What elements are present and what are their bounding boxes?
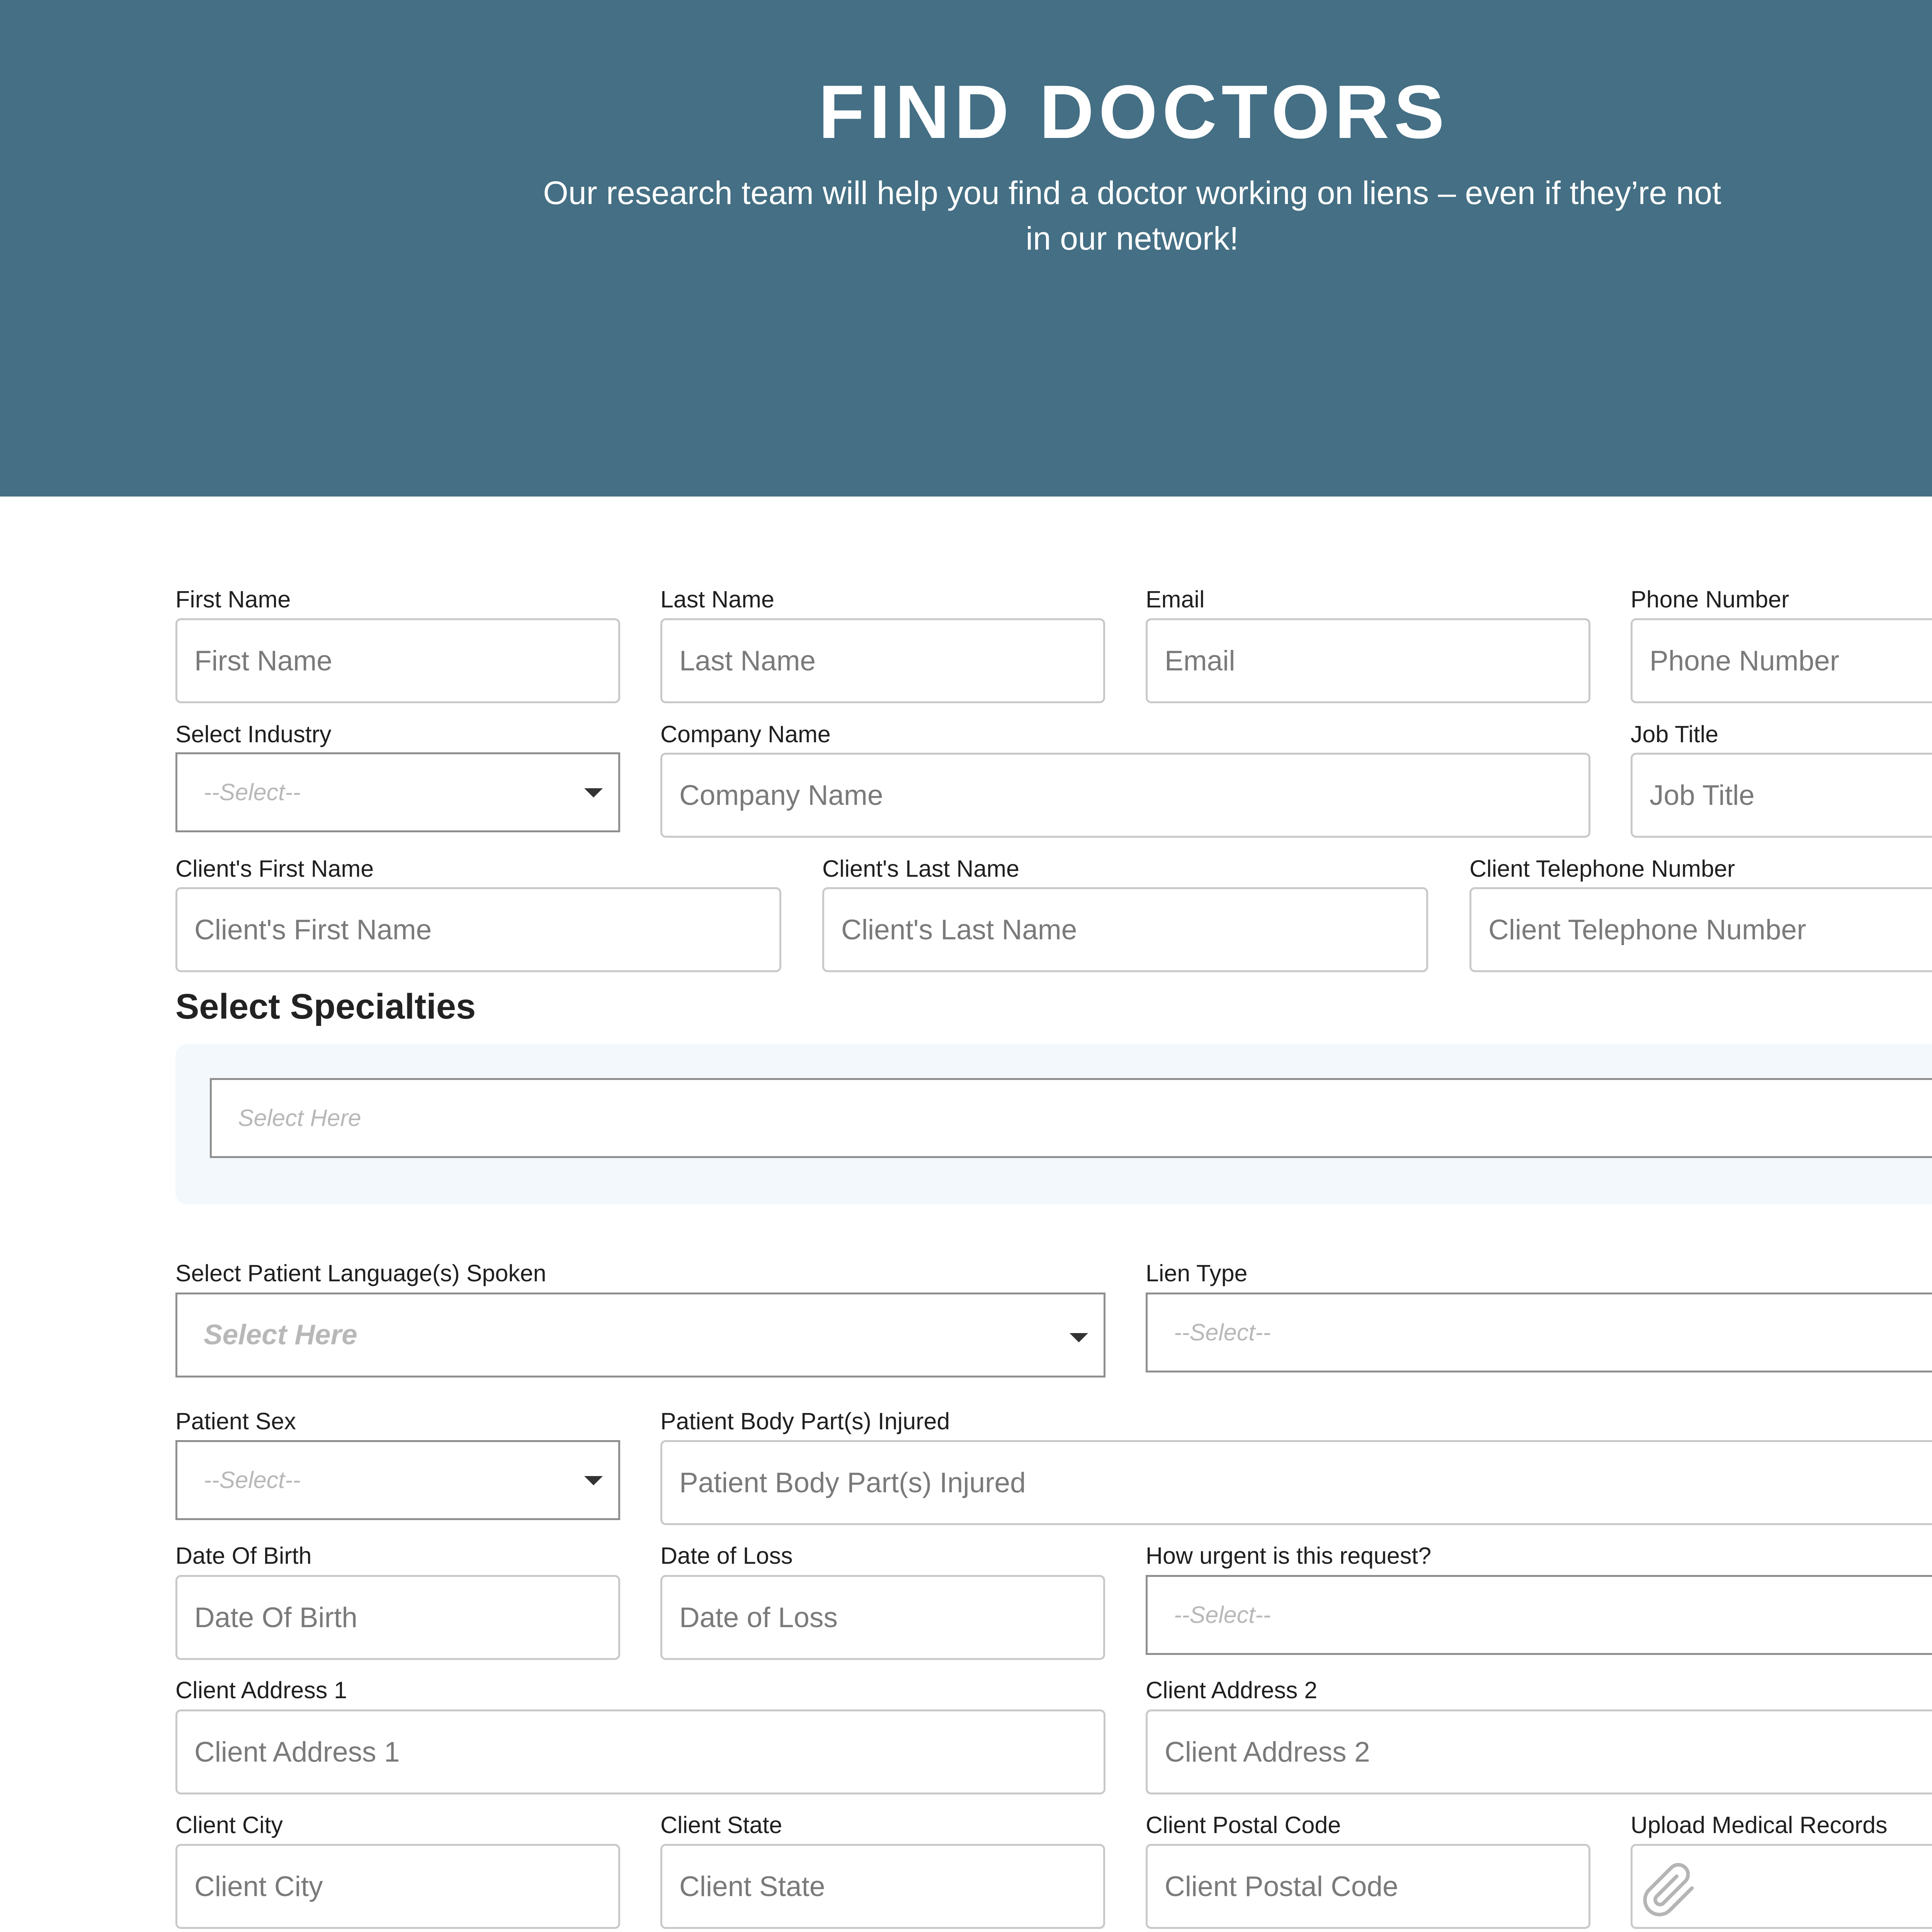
address2-input[interactable] (1146, 1709, 1932, 1794)
upload-label: Upload Medical Records (1631, 1812, 1888, 1838)
urgency-select[interactable] (1146, 1575, 1932, 1655)
industry-select[interactable] (175, 752, 620, 832)
client-last-name-label: Client's Last Name (822, 855, 1020, 882)
paperclip-icon (1640, 1861, 1698, 1919)
specialties-select-value: Select Here (238, 1105, 361, 1131)
specialties-select[interactable] (210, 1078, 1932, 1158)
phone-input[interactable] (1631, 618, 1932, 703)
upload-medical-records[interactable] (1631, 1844, 1932, 1929)
state-input[interactable] (660, 1844, 1105, 1929)
client-first-name-input[interactable] (175, 887, 781, 972)
client-last-name-input[interactable] (822, 887, 1428, 972)
job-title-input[interactable] (1631, 753, 1932, 838)
chevron-down-icon (1070, 1333, 1088, 1342)
body-parts-input[interactable] (660, 1440, 1932, 1525)
urgency-select-value: --Select-- (1174, 1602, 1271, 1628)
address2-label: Client Address 2 (1146, 1677, 1318, 1703)
job-title-label: Job Title (1631, 721, 1719, 747)
languages-select-value: Select Here (204, 1319, 357, 1350)
company-label: Company Name (660, 721, 831, 747)
address1-label: Client Address 1 (175, 1677, 347, 1703)
city-label: Client City (175, 1812, 283, 1838)
last-name-label: Last Name (660, 586, 774, 612)
chevron-down-icon (584, 788, 603, 798)
urgency-label: How urgent is this request? (1146, 1543, 1432, 1569)
email-input[interactable] (1146, 618, 1590, 703)
company-input[interactable] (660, 753, 1590, 838)
specialties-title: Select Specialties (175, 987, 476, 1026)
state-label: Client State (660, 1812, 782, 1838)
email-label: Email (1146, 586, 1205, 612)
lien-type-select-value: --Select-- (1174, 1319, 1271, 1345)
patient-sex-select-value: --Select-- (204, 1467, 301, 1493)
postal-label: Client Postal Code (1146, 1812, 1341, 1838)
industry-label: Select Industry (175, 721, 332, 747)
client-phone-input[interactable] (1469, 887, 1932, 972)
page-title: FIND DOCTORS (818, 70, 1449, 154)
date-of-loss-label: Date of Loss (660, 1543, 793, 1569)
postal-input[interactable] (1146, 1844, 1590, 1929)
dob-input[interactable] (175, 1575, 620, 1660)
first-name-label: First Name (175, 586, 291, 612)
industry-select-value: --Select-- (204, 779, 301, 805)
dob-label: Date Of Birth (175, 1543, 312, 1569)
client-first-name-label: Client's First Name (175, 855, 374, 882)
patient-sex-select[interactable] (175, 1440, 620, 1520)
city-input[interactable] (175, 1844, 620, 1929)
body-parts-label: Patient Body Part(s) Injured (660, 1408, 950, 1434)
hero-banner (0, 0, 1932, 497)
patient-sex-label: Patient Sex (175, 1408, 296, 1434)
lien-type-select[interactable] (1146, 1293, 1932, 1372)
last-name-input[interactable] (660, 618, 1105, 703)
languages-select[interactable] (175, 1293, 1105, 1378)
first-name-input[interactable] (175, 618, 620, 703)
phone-label: Phone Number (1631, 586, 1789, 612)
chevron-down-icon (584, 1476, 603, 1485)
date-of-loss-input[interactable] (660, 1575, 1105, 1660)
client-phone-label: Client Telephone Number (1469, 855, 1735, 882)
languages-label: Select Patient Language(s) Spoken (175, 1260, 546, 1286)
address1-input[interactable] (175, 1709, 1105, 1794)
page-subtitle: Our research team will help you find a doctor working on liens – even if they’re not in our network! (543, 175, 1721, 257)
lien-type-label: Lien Type (1146, 1260, 1248, 1286)
